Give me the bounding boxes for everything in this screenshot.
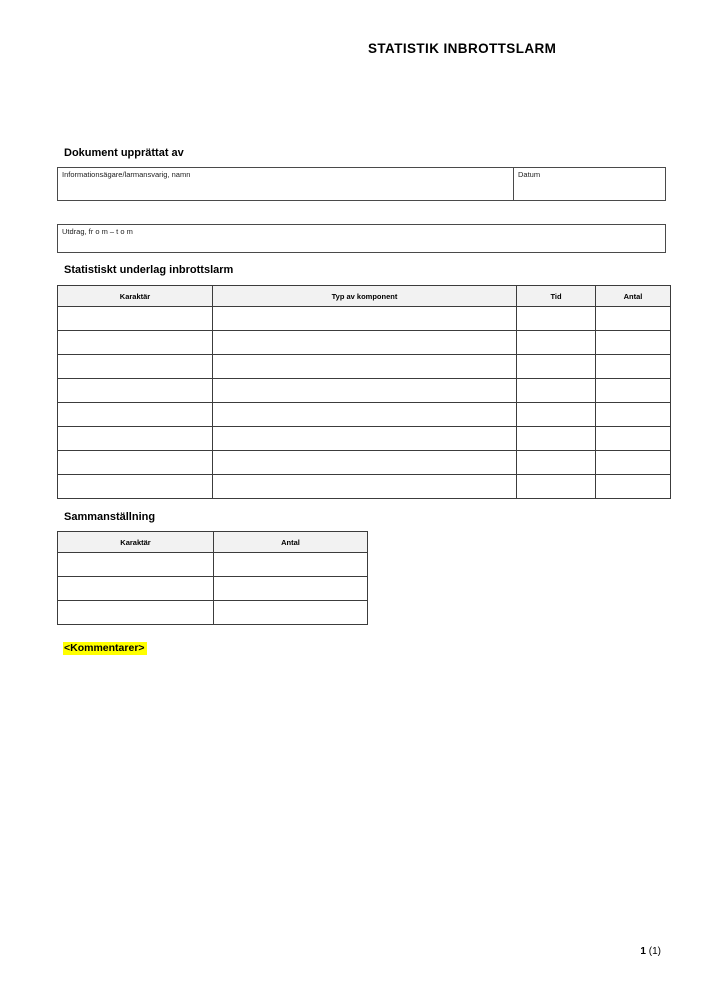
table-cell[interactable]: [596, 331, 671, 355]
comments-placeholder[interactable]: <Kommentarer>: [64, 642, 145, 654]
column-header: Antal: [596, 286, 671, 307]
owner-name-field[interactable]: [58, 168, 514, 200]
column-header: Karaktär: [58, 532, 214, 553]
table-cell[interactable]: [596, 307, 671, 331]
extract-period-field[interactable]: [57, 224, 666, 253]
table-cell[interactable]: [213, 379, 517, 403]
table-row: [58, 427, 671, 451]
table-cell[interactable]: [517, 427, 596, 451]
table-row: [58, 403, 671, 427]
table-cell[interactable]: [517, 403, 596, 427]
table-cell[interactable]: [517, 475, 596, 499]
table-cell[interactable]: [596, 403, 671, 427]
table-row: [58, 451, 671, 475]
section-heading-dokument-upprattat-av: Dokument upprättat av: [64, 147, 184, 159]
table-row: [58, 553, 368, 577]
table-cell[interactable]: [58, 403, 213, 427]
column-header: Typ av komponent: [213, 286, 517, 307]
table-cell[interactable]: [517, 451, 596, 475]
page-number-current: 1: [640, 946, 646, 957]
table-cell[interactable]: [214, 601, 368, 625]
table-cell[interactable]: [596, 475, 671, 499]
table-cell[interactable]: [58, 355, 213, 379]
table-cell[interactable]: [596, 451, 671, 475]
page-number: [640, 946, 661, 957]
table-cell[interactable]: [596, 355, 671, 379]
table-cell[interactable]: [596, 427, 671, 451]
table-cell[interactable]: [58, 427, 213, 451]
page-number-total: (1): [648, 946, 661, 957]
section-heading-sammanstallning: Sammanställning: [64, 511, 156, 523]
summary-table: [57, 531, 368, 625]
table-cell[interactable]: [517, 331, 596, 355]
header-row: [58, 286, 671, 307]
date-field[interactable]: [514, 168, 665, 200]
page-title: STATISTIK INBROTTSLARM: [368, 41, 557, 56]
table-cell[interactable]: [213, 355, 517, 379]
table-cell[interactable]: [596, 379, 671, 403]
table-cell[interactable]: [213, 427, 517, 451]
table-row: [58, 355, 671, 379]
owner-date-field-group: [57, 167, 666, 201]
table-cell[interactable]: [58, 331, 213, 355]
table-cell[interactable]: [58, 553, 214, 577]
table-cell[interactable]: [58, 577, 214, 601]
owner-name-label: Informationsägare/larmansvarig, namn: [62, 170, 191, 179]
table-cell[interactable]: [213, 403, 517, 427]
date-label: Datum: [518, 170, 541, 179]
table-row: [58, 331, 671, 355]
table-row: [58, 577, 368, 601]
table-cell[interactable]: [58, 451, 213, 475]
column-header: Tid: [517, 286, 596, 307]
table-cell[interactable]: [58, 475, 213, 499]
table-cell[interactable]: [58, 601, 214, 625]
header-row: [58, 532, 368, 553]
table-row: [58, 307, 671, 331]
column-header: Antal: [214, 532, 368, 553]
table-cell[interactable]: [517, 355, 596, 379]
table-cell[interactable]: [214, 553, 368, 577]
table-cell[interactable]: [214, 577, 368, 601]
extract-period-label: Utdrag, fr o m – t o m: [62, 227, 133, 236]
table-row: [58, 475, 671, 499]
table-cell[interactable]: [213, 331, 517, 355]
table-row: [58, 601, 368, 625]
table-cell[interactable]: [213, 475, 517, 499]
column-header: Karaktär: [58, 286, 213, 307]
table-cell[interactable]: [58, 379, 213, 403]
table-row: [58, 379, 671, 403]
statistics-table: [57, 285, 671, 499]
table-cell[interactable]: [213, 307, 517, 331]
table-cell[interactable]: [58, 307, 213, 331]
table-cell[interactable]: [213, 451, 517, 475]
table-cell[interactable]: [517, 379, 596, 403]
table-cell[interactable]: [517, 307, 596, 331]
section-heading-statistiskt-underlag: Statistiskt underlag inbrottslarm: [64, 264, 234, 276]
